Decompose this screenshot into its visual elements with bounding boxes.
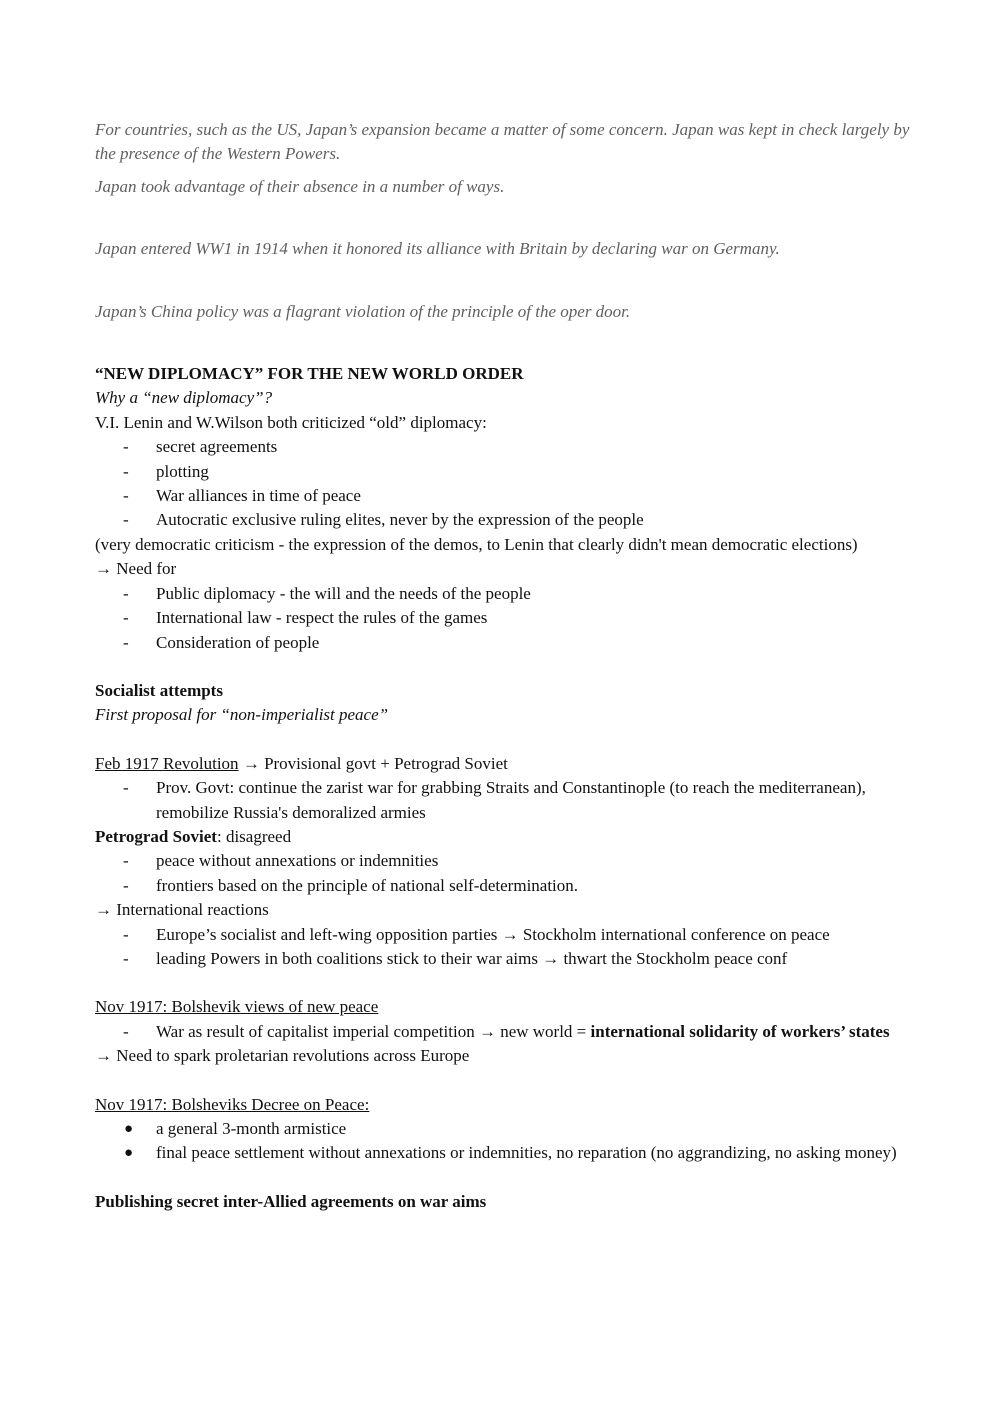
decree-on-peace-heading: Nov 1917: Bolsheviks Decree on Peace: (95, 1094, 370, 1114)
bolshevik-views-list (95, 1020, 915, 1044)
solidarity-emphasis: international solidarity of workers’ states (590, 1021, 890, 1041)
publishing-secret-agreements-heading: Publishing secret inter-Allied agreements on war aims (95, 1191, 487, 1211)
intro-paragraph-4: Japan’s China policy was a flagrant violation of the principle of the oper door. (95, 301, 631, 321)
dash-marker: - (123, 778, 129, 798)
list-item: ● final peace settlement without annexations or indemnities, no reparation (no aggrandizing, no asking money) (95, 1141, 915, 1165)
dash-marker: - (123, 461, 129, 481)
list-item: ● a general 3-month armistice (95, 1117, 915, 1141)
dash-marker: - (123, 437, 129, 457)
new-diplomacy-lead: V.I. Lenin and W.Wilson both criticized “old” diplomacy: (95, 412, 487, 432)
intro-paragraph-1: For countries, such as the US, Japan’s expansion became a matter of some concern. Japan was kept in check largely by the presence of the Western Powers. (95, 120, 910, 164)
dash-marker: - (123, 851, 129, 871)
dash-marker: - (123, 510, 129, 530)
dash-marker: - (123, 1021, 129, 1041)
list-item: - Prov. Govt: continue the zarist war for grabbing Straits and Constantinople (to reach the mediterranean), remobilize Russia's demoralized armies (123, 778, 866, 822)
dash-marker: - (123, 486, 129, 506)
socialist-attempts-subheading: First proposal for “non-imperialist peace” (95, 705, 389, 725)
list-item: - International law - respect the rules of the games (95, 606, 915, 630)
bolshevik-views-heading: Nov 1917: Bolshevik views of new peace (95, 997, 379, 1017)
list-item: - leading Powers in both coalitions stick to their war aims → thwart the Stockholm peace conf (95, 947, 915, 971)
list-item: - Autocratic exclusive ruling elites, never by the expression of the people (95, 508, 915, 532)
international-reactions-line: → International reactions (95, 900, 269, 920)
need-for-line: → Need for (95, 559, 177, 579)
petrograd-soviet-label: Petrograd Soviet (95, 826, 217, 846)
intro-paragraph-3: Japan entered WW1 in 1914 when it honored its alliance with Britain by declaring war on Germany. (95, 239, 780, 259)
democratic-criticism-note: (very democratic criticism - the expression of the demos, to Lenin that clearly didn't mean democratic elections) (95, 534, 858, 554)
list-item: - War alliances in time of peace (95, 484, 915, 508)
list-item: - Public diplomacy - the will and the needs of the people (95, 582, 915, 606)
need-for-list (95, 582, 915, 655)
soviet-list (95, 849, 915, 898)
dash-marker: - (123, 924, 129, 944)
dash-marker: - (123, 608, 129, 628)
list-item: - Consideration of people (95, 631, 915, 655)
list-item: - plotting (95, 460, 915, 484)
old-diplomacy-list (95, 435, 915, 533)
list-item: - War as result of capitalist imperial competition → new world = international solidarity of workers’ states (95, 1020, 915, 1044)
bullet-marker: ● (124, 1121, 134, 1137)
proletarian-revolutions-line: → Need to spark proletarian revolutions across Europe (95, 1046, 470, 1066)
new-diplomacy-heading: “NEW DIPLOMACY” FOR THE NEW WORLD ORDER (95, 364, 524, 384)
socialist-attempts-heading: Socialist attempts (95, 680, 223, 700)
dash-marker: - (123, 583, 129, 603)
decree-list (95, 1117, 915, 1166)
list-item: - peace without annexations or indemnities (95, 849, 915, 873)
petrograd-soviet-line: Petrograd Soviet: disagreed (95, 826, 292, 846)
reactions-list (95, 923, 915, 972)
bullet-marker: ● (124, 1145, 134, 1162)
list-item: - secret agreements (95, 435, 915, 459)
intro-paragraph-2: Japan took advantage of their absence in a number of ways. (95, 176, 505, 196)
feb-revolution-line: Feb 1917 Revolution → Provisional govt + Petrograd Soviet (95, 753, 508, 773)
feb-revolution-label: Feb 1917 Revolution (95, 753, 239, 773)
dash-marker: - (123, 948, 129, 968)
document-body (95, 118, 915, 1214)
dash-marker: - (123, 875, 129, 895)
list-item: - frontiers based on the principle of national self-determination. (95, 874, 915, 898)
list-item: - Europe’s socialist and left-wing opposition parties → Stockholm international conference on peace (95, 923, 915, 947)
dash-marker: - (123, 632, 129, 652)
prov-govt-list (95, 776, 915, 825)
new-diplomacy-subheading: Why a “new diplomacy”? (95, 388, 273, 408)
